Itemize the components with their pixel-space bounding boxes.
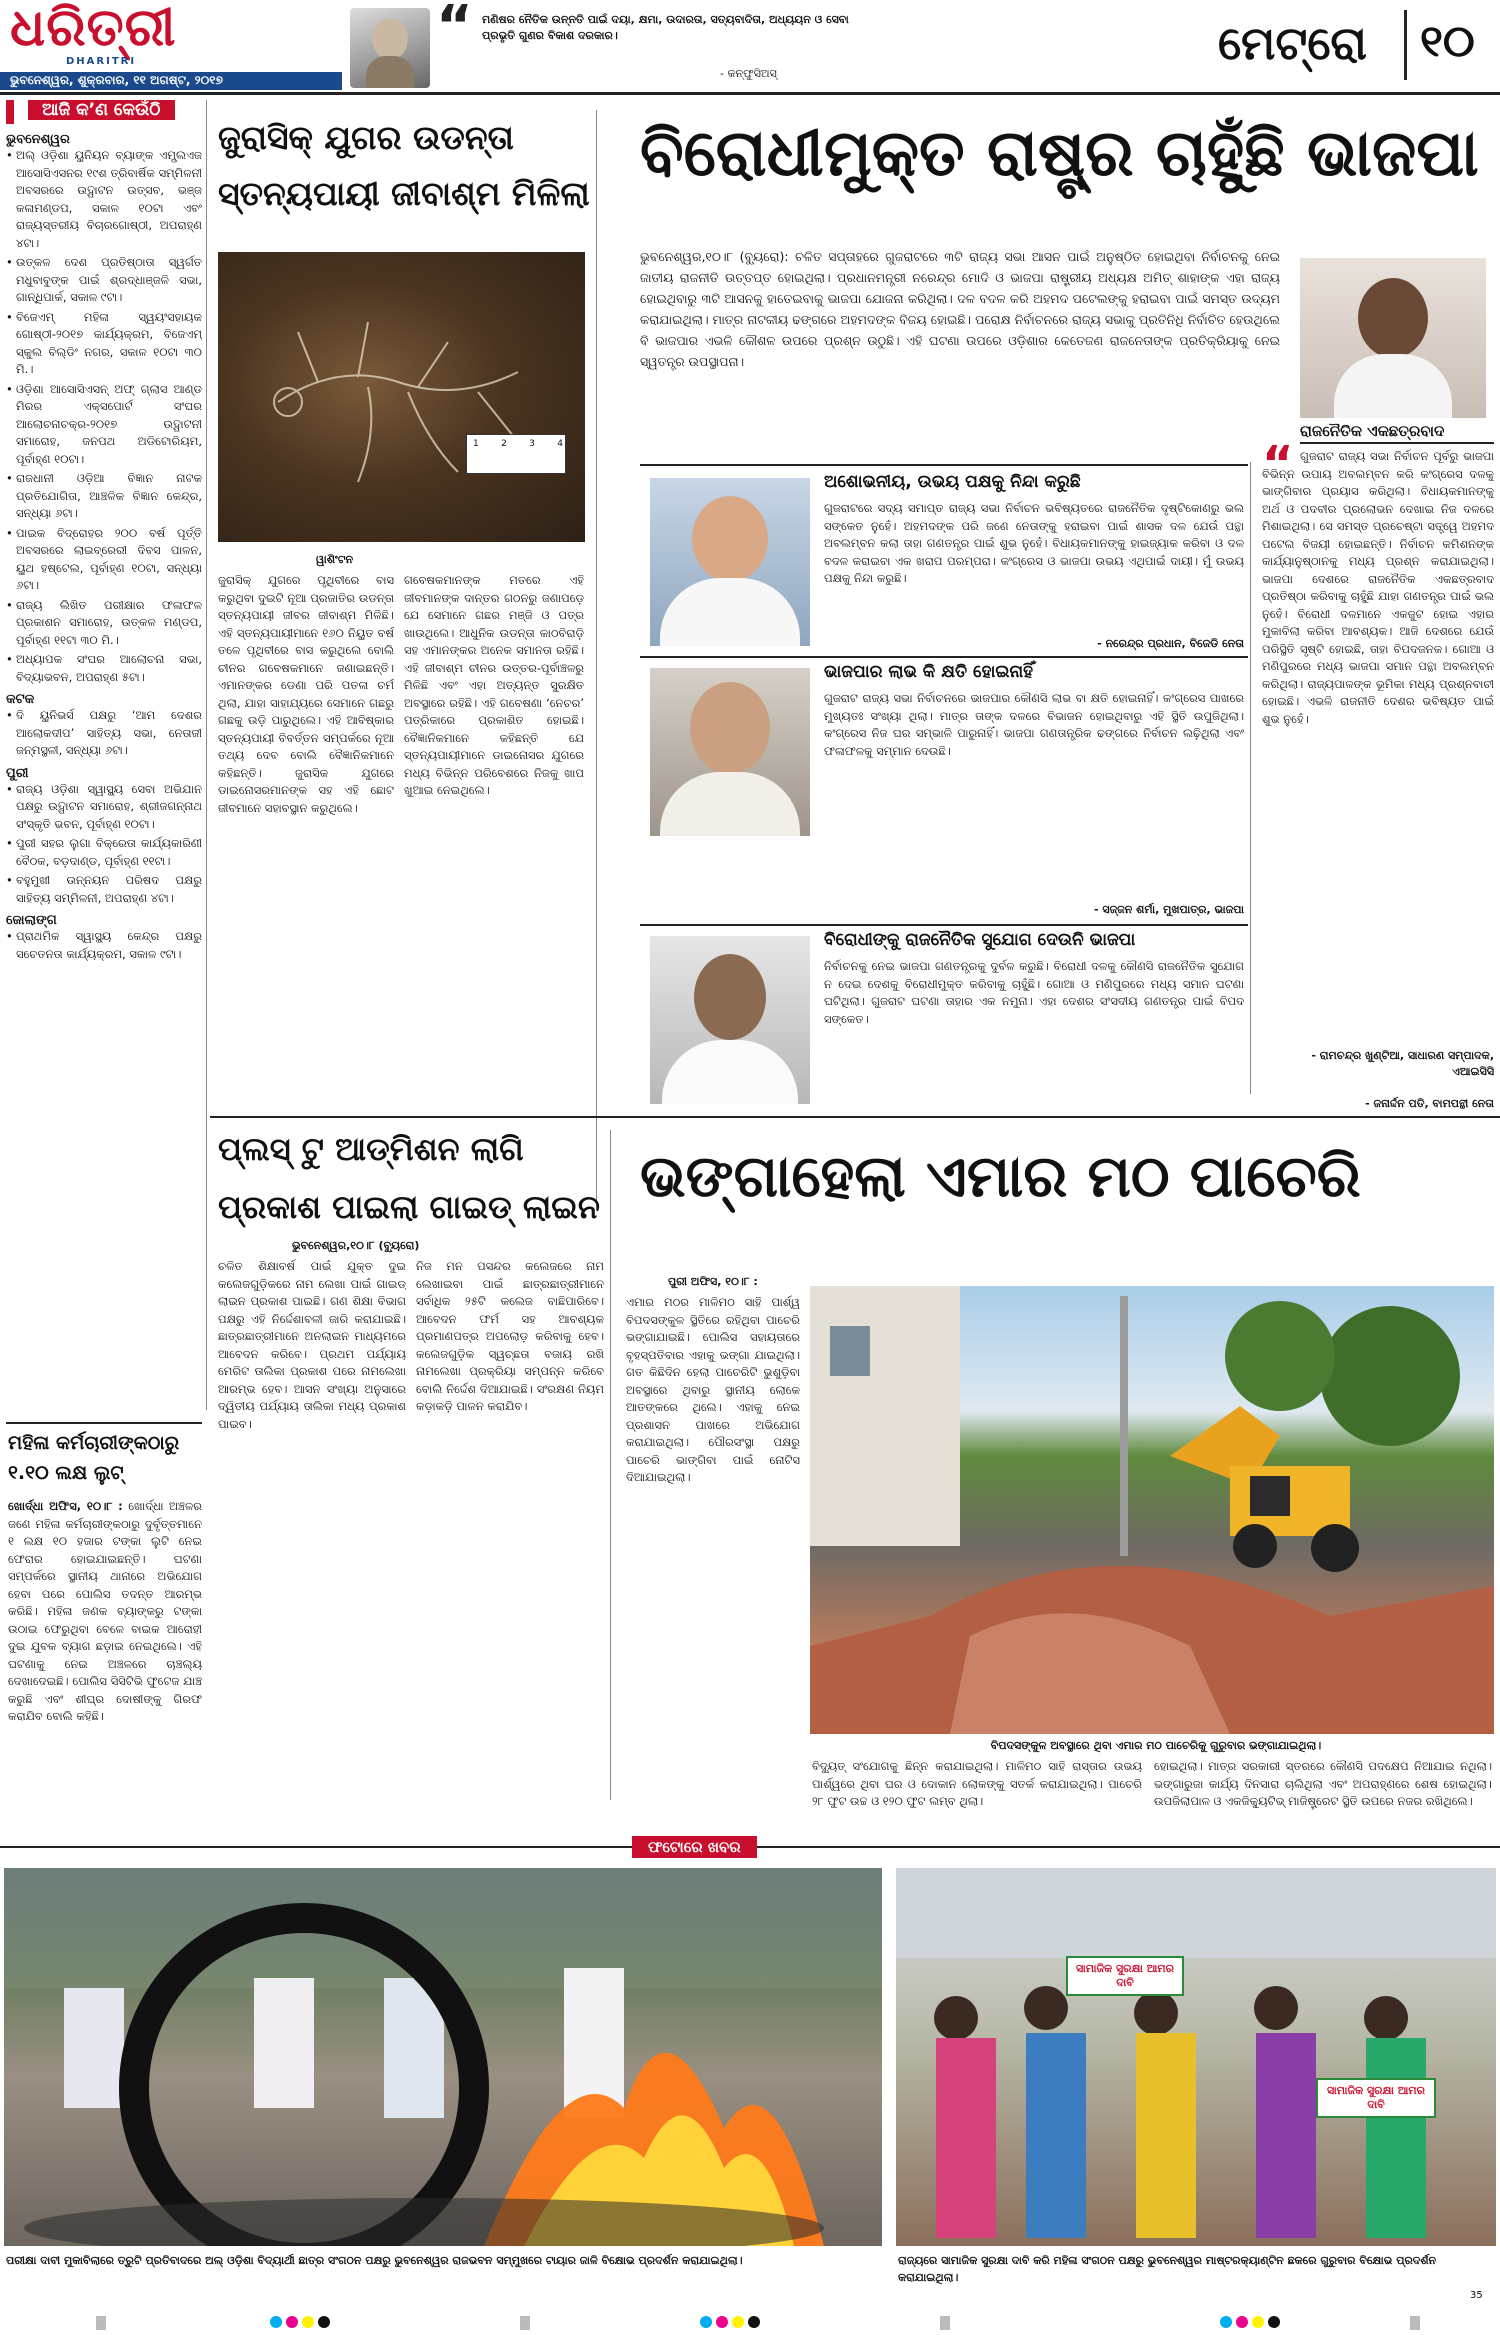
women-protest-scene: [896, 1868, 1496, 2246]
jurassic-body-1: ଜୁରାସିକ୍ ଯୁଗରେ ପୃଥିବୀରେ ବାସ କରୁଥିବା ଦୁଇଟି ନୂଆ ପ୍ରଜାତିର ଉଡନ୍ତା ସ୍ତନ୍ୟପାୟୀ ଜୀବର ଜୀବାଶ୍ମ ମିଳିଛି। ଏହି ସ୍ତନ୍ୟପାୟୀମାନେ ୧୬୦ ନିୟୁତ ବର୍ଷ ତଳେ ପୃଥିବୀରେ ବାସ କରୁଥିଲେ ବୋଲି ଚୀନର ଗବେଷକମାନେ ଜଣାଇଛନ୍ତି। ଏମାନଙ୍କର ଡେଣା ପରି ପତଳା ଚର୍ମ ଥିଲା, ଯାହା ସାହାଯ୍ୟରେ ସେମାନେ ଗଛରୁ ଗଛକୁ ଉଡ଼ି ପାରୁଥିଲେ। ଏହି ଆବିଷ୍କାର ସ୍ତନ୍ୟପାୟୀ ବିବର୍ତ୍ତନ ସମ୍ପର୍କରେ ନୂଆ ତଥ୍ୟ ଦେବ ବୋଲି ବୈଜ୍ଞାନିକମାନେ କହିଛନ୍ତି। ଜୁରାସିକ ଯୁଗରେ ଡାଇନୋସରମାନଙ୍କ ସହ ଏହି ଛୋଟ ଜୀବମାନେ ସହାବସ୍ଥାନ କରୁଥିଲେ।: [218, 573, 394, 815]
tyre-protest-photo: [4, 1868, 882, 2246]
placard: ସାମାଜିକ ସୁରକ୍ଷା ଆମର ଦାବି: [1066, 1956, 1184, 1996]
bullet-icon: •: [6, 708, 13, 722]
quote-author: - କନ୍‌ଫୁସିଅସ୍‌: [720, 67, 777, 80]
today-list-item-text: ପାଇକ ବିଦ୍ରୋହର ୨୦୦ ବର୍ଷ ପୂର୍ତ୍ତି ଅବସରରେ ଲାଇବ୍ରେରୀ ଦିବସ ପାଳନ, ୟୁଥ ହଷ୍ଟେଲ, ପୂର୍ବାହ୍ଣ ୧୦ଟା, ସନ୍ଧ୍ୟା ୬ଟା।: [16, 525, 202, 592]
plus2-dateline: ଭୁବନେଶ୍ୱର,୧୦।୮ (ବ୍ୟୁରୋ): [292, 1239, 420, 1252]
today-city-label: ପୁରୀ: [6, 765, 29, 781]
today-list-item-text: ରାଜଧାନୀ ଓଡ଼ିଆ ବିଜ୍ଞାନ ନାଟକ ପ୍ରତିଯୋଗିତା, ଆଞ୍ଚଳିକ ବିଜ୍ଞାନ କେନ୍ଦ୍ର, ସନ୍ଧ୍ୟା ୬ଟା।: [16, 471, 202, 520]
analysis-body: ଗୁଜରାଟ ରାଜ୍ୟ ସଭା ନିର୍ବାଚନ ପୂର୍ବରୁ ଭାଜପା ବିଭିନ୍ନ ଉପାୟ ଅବଲମ୍ବନ କରି କଂଗ୍ରେସ ଦଳକୁ ଭାଙ୍ଗିବାର ପ୍ରୟାସ କରିଥିଲା। ବିଧାୟକମାନଙ୍କୁ ଅର୍ଥ ଓ ପଦବୀର ପ୍ରଲୋଭନ ଦେଖାଇ ନିଜ ଦଳରେ ମିଶାଇଥିଲା। ସେ ସମସ୍ତ ପ୍ରଚେଷ୍ଟା ସତ୍ତ୍ୱେ ଅହମଦ ପଟେଲ ବିଜୟୀ ହୋଇଛନ୍ତି। ନିର୍ବାଚନ କମିଶନଙ୍କ କାର୍ଯ୍ୟାନୁଷ୍ଠାନକୁ ମଧ୍ୟ ପ୍ରଶ୍ନ କରାଯାଇଥିଲା। ଭାଜପା ଦେଶରେ ରାଜନୈତିକ ଏକଛତ୍ରବାଦ ପ୍ରତିଷ୍ଠା କରିବାକୁ ଚାହୁଁଛି ଯାହା ଗଣତନ୍ତ୍ର ପାଇଁ ଭଲ ନୁହେଁ। ବିରୋଧୀ ଦଳମାନେ ଏକଜୁଟ ହୋଇ ଏହାର ମୁକାବିଲା କରିବା ଆବଶ୍ୟକ। ଆଜି ଦେଶରେ ଯେଉଁ ପରିସ୍ଥିତି ସୃଷ୍ଟି ହୋଇଛି, ତାହା ବିପଦଜନକ। ଗୋଆ ଓ ମଣିପୁରରେ ମଧ୍ୟ ଭାଜପା ସମାନ ପନ୍ଥା ଅବଲମ୍ବନ କରିଥିଲା। ରାଜ୍ୟପାଳଙ୍କ ଭୂମିକା ମଧ୍ୟ ପ୍ରଶ୍ନବାଚୀ ହୋଇଛି। ଏଭଳି ରାଜନୀତି ଦେଶର ଭବିଷ୍ୟତ ପାଇଁ ଶୁଭ ନୁହେଁ।: [1262, 449, 1494, 726]
today-list-item-text: ଅଧ୍ୟାପକ ସଂଘର ଆଲୋଚନା ସଭା, ବିଦ୍ୟାଭବନ, ଅପରାହ୍ଣ ୫ଟା।: [16, 652, 202, 684]
placard: ସାମାଜିକ ସୁରକ୍ଷା ଆମର ଦାବି: [1316, 2078, 1436, 2118]
masthead: [0, 0, 1500, 92]
women-dateline: ଖୋର୍ଦ୍ଧା ଅଫିସ, ୧୦।୮ :: [8, 1499, 123, 1513]
today-list-item: [6, 381, 202, 469]
scale-tick-label: 4: [557, 439, 563, 449]
section-2-author: - ସଜ୍ଜନ ଶର୍ମା, ମୁଖପାତ୍ର, ଭାଜପା: [1094, 903, 1244, 916]
today-list-item: [6, 872, 202, 907]
emar-photo: [810, 1286, 1494, 1734]
today-list-item: [6, 470, 202, 523]
today-list-item-text: ରାଜ୍ୟ ଓଡ଼ିଶା ସ୍ୱାସ୍ଥ୍ୟ ସେବା ଅଭିଯାନ ପକ୍ଷରୁ ଉଦ୍ଘାଟନ ସମାରୋହ, ଶ୍ରୀଜଗନ୍ନାଥ ସଂସ୍କୃତି ଭବନ, ପୂର୍ବାହ୍ଣ ୧୦ଟା।: [16, 781, 202, 831]
today-column: [6, 100, 202, 1420]
jurassic-body-2: ଗବେଷକମାନଙ୍କ ମତରେ ଏହି ଜୀବମାନଙ୍କ ଦାନ୍ତର ଗଠନରୁ ଜଣାପଡ଼େ ଯେ ସେମାନେ ଗଛର ମଞ୍ଜି ଓ ପତ୍ର ଖାଉଥିଲେ। ଆଧୁନିକ ଉଡନ୍ତା କାଠବିରାଡ଼ି ସହ ଏମାନଙ୍କର ଅନେକ ସମାନତା ରହିଛି। ଏହି ଜୀବାଶ୍ମ ଚୀନର ଉତ୍ତର-ପୂର୍ବାଞ୍ଚଳରୁ ମିଳିଛି ଏବଂ ଏହା ଅତ୍ୟନ୍ତ ସୁରକ୍ଷିତ ଅବସ୍ଥାରେ ରହିଛି। ଏହି ଗବେଷଣା ‘ନେଚର’ ପତ୍ରିକାରେ ପ୍ରକାଶିତ ହୋଇଛି। ବୈଜ୍ଞାନିକମାନେ କହିଛନ୍ତି ଯେ ସ୍ତନ୍ୟପାୟୀମାନେ ଡାଇନୋସର ଯୁଗରେ ମଧ୍ୟ ବିଭିନ୍ନ ପରିବେଶରେ ନିଜକୁ ଖାପ ଖୁଆଇ ନେଇଥିଲେ।: [404, 573, 584, 797]
masthead-quote: ମଣିଷର ନୈତିକ ଉନ୍ନତି ପାଇଁ ଦୟା, କ୍ଷମା, ଉଦାରତା, ସତ୍ୟବାଦିତା, ଅଧ୍ୟୟନ ଓ ସେବା ପ୍ରଭୃତି ଗୁଣର ବିକାଶ ଦରକାର।: [482, 13, 849, 42]
section-3-body: ନିର୍ବାଚନକୁ ନେଇ ଭାଜପା ଗଣତନ୍ତ୍ରକୁ ଦୁର୍ବଳ କରୁଛି। ବିରୋଧୀ ଦଳକୁ କୌଣସି ରାଜନୈତିକ ସୁଯୋଗ ନ ଦେଇ ଦେଶକୁ ବିରୋଧୀମୁକ୍ତ କରିବାକୁ ଚାହୁଁଛି। ଗୋଆ ଓ ମଣିପୁରରେ ମଧ୍ୟ ସମାନ ଘଟଣା ଘଟିଥିଲା। ଗୁଜରାଟ ଘଟଣା ତାହାର ଏକ ନମୁନା। ଏହା ଦେଶର ସଂସଦୀୟ ଗଣତନ୍ତ୍ର ପାଇଁ ବିପଦ ସଙ୍କେତ।: [824, 959, 1244, 1026]
quote-portrait: [350, 8, 430, 88]
today-list-item: [6, 309, 202, 379]
bullet-icon: •: [6, 255, 13, 269]
section-1-body: ଗୁଜରାଟରେ ସଦ୍ୟ ସମାପ୍ତ ରାଜ୍ୟ ସଭା ନିର୍ବାଚନ ଭବିଷ୍ୟତରେ ରାଜନୈତିକ ଦୃଷ୍ଟିକୋଣରୁ ଭଲ ସଙ୍କେତ ନୁହେଁ। ଅହମଦଙ୍କ ପରି ଜଣେ ନେତାଙ୍କୁ ହରାଇବା ପାଇଁ ଶାସକ ଦଳ ଯେଉଁ ପନ୍ଥା ଅବଲମ୍ବନ କଲା ତାହା ଗଣତନ୍ତ୍ର ପାଇଁ ଶୁଭ ନୁହେଁ। ବିଧାୟକମାନଙ୍କୁ ହାଇଜ୍ୟାକ କରିବା ଓ ଦଳ ବଦଳ କରାଇବା ଏକ ଖରାପ ପରମ୍ପରା। କଂଗ୍ରେସ ଓ ଭାଜପା ଉଭୟ ଏଥିପାଇଁ ଦାୟୀ। ମୁଁ ଉଭୟ ପକ୍ଷକୁ ନିନ୍ଦା କରୁଛି।: [824, 501, 1244, 585]
bullet-icon: •: [6, 929, 13, 943]
today-list-item-text: ପ୍ରାଥମିକ ସ୍ୱାସ୍ଥ୍ୟ କେନ୍ଦ୍ର ପକ୍ଷରୁ ସଚେତନତା କାର୍ଯ୍ୟକ୍ରମ, ସକାଳ ୯ଟା।: [16, 929, 202, 961]
bullet-icon: •: [6, 309, 13, 324]
lead-headline: ବିରୋଧୀମୁକ୍ତ ରାଷ୍ଟ୍ର ଚାହୁଁଛି ଭାଜପା: [640, 117, 1479, 191]
masthead-rule: [0, 92, 1500, 95]
logo-subtext: DHARITRI: [66, 56, 137, 67]
photo-news-caption-right: ରାଜ୍ୟରେ ସାମାଜିକ ସୁରକ୍ଷା ଦାବି କରି ମହିଳା ସଂଗଠନ ପକ୍ଷରୁ ଭୁବନେଶ୍ୱର ମାଷ୍ଟରକ୍ୟାଣ୍ଟିନ ଛକରେ ଗୁରୁବାର ବିକ୍ଷୋଭ ପ୍ରଦର୍ଶନ କରାଯାଇଥିଲା।: [898, 2254, 1437, 2284]
photo-news-caption-left: ପରୀକ୍ଷା ଦାବୀ ମୁକାବିଲାରେ ତ୍ରୁଟି ପ୍ରତିବାଦରେ ଅଲ୍ ଓଡ଼ିଶା ବିଦ୍ୟାର୍ଥୀ ଛାତ୍ର ସଂଗଠନ ପକ୍ଷରୁ ଭୁବନେଶ୍ୱର ରାଜଭବନ ସମ୍ମୁଖରେ ଟାୟାର ଜାଳି ବିକ୍ଷୋଭ ପ୍ରଦର୍ଶନ କରାଯାଇଥିଲା।: [6, 2254, 743, 2267]
page-number: ୧୦: [1420, 16, 1475, 67]
fossil-skeleton-illustration: [218, 252, 585, 542]
quote-mark-icon: “: [436, 0, 473, 59]
today-list-4: [6, 928, 202, 963]
today-list-item: [6, 928, 202, 963]
jurassic-credit: ୱାଶିଂଟନ: [316, 553, 354, 566]
plus2-body-1: ଚଳିତ ଶିକ୍ଷାବର୍ଷ ପାଇଁ ଯୁକ୍ତ ଦୁଇ କଲେଜଗୁଡ଼ିକରେ ନାମ ଲେଖା ପାଇଁ ଗାଇଡ୍ ଲାଇନ ପ୍ରକାଶ ପାଇଛି। ଗଣ ଶିକ୍ଷା ବିଭାଗ ପକ୍ଷରୁ ଏହି ନିର୍ଦ୍ଦେଶାବଳୀ ଜାରି କରାଯାଇଛି। ଛାତ୍ରଛାତ୍ରୀମାନେ ଅନଲାଇନ ମାଧ୍ୟମରେ ଆବେଦନ କରିବେ। ପ୍ରଥମ ପର୍ଯ୍ୟାୟ ମେରିଟ ତାଲିକା ପ୍ରକାଶ ପରେ ନାମଲେଖା ଆରମ୍ଭ ହେବ। ଆସନ ସଂଖ୍ୟା ଅନୁସାରେ ଦ୍ୱିତୀୟ ପର୍ଯ୍ୟାୟ ତାଲିକା ମଧ୍ୟ ପ୍ରକାଶ ପାଇବ।: [218, 1259, 406, 1431]
bullet-icon: •: [6, 873, 13, 887]
scale-tick-label: 3: [529, 439, 535, 449]
emar-bottom-1: ବିଦ୍ୟୁତ୍ ସଂଯୋଗକୁ ଛିନ୍ନ କରାଯାଇଥିଲା। ମାଳିମଠ ସାହି ରାସ୍ତାର ଉଭୟ ପାର୍ଶ୍ୱରେ ଥିବା ଘର ଓ ଦୋକାନ ଲୋକଙ୍କୁ ସତର୍କ କରାଯାଇଥିଲା। ପାଚେରି ୨୮ ଫୁଟ ଉଚ୍ଚ ଓ ୧୨୦ ଫୁଟ ଲମ୍ବ ଥିଲା।: [812, 1759, 1142, 1808]
photo-news-label: ଫଟୋରେ ଖବର: [632, 1836, 757, 1858]
section-2-body: ଗୁଜରାଟ ରାଜ୍ୟ ସଭା ନିର୍ବାଚନରେ ଭାଜପାର କୌଣସି ଲାଭ ବା କ୍ଷତି ହୋଇନାହିଁ। କଂଗ୍ରେସ ପାଖରେ ମୁଖ୍ୟତଃ ସଂଖ୍ୟା ଥିଲା। ମାତ୍ର ତାଙ୍କ ଦଳରେ ବିଭାଜନ ହୋଇଥିବାରୁ ଏହି ସ୍ଥିତି ଉପୁଜିଥିଲା। କଂଗ୍ରେସ ନିଜ ଘର ସମ୍ଭାଳି ପାରୁନାହିଁ। ଭାଜପା ଗଣତାନ୍ତ୍ରିକ ଢଙ୍ଗରେ ନିର୍ବାଚନ ଲଢ଼ିଥିଲା ଏବଂ ଫଳାଫଳକୁ ସମ୍ମାନ ଦେଉଛି।: [824, 691, 1244, 758]
bullet-icon: •: [6, 597, 13, 612]
today-list-item: [6, 781, 202, 834]
section-title: ମେଟ୍ରୋ: [1218, 16, 1367, 70]
scale-tick-label: 1: [473, 439, 479, 449]
today-list-item: [6, 651, 202, 686]
today-list-item: [6, 254, 202, 307]
today-list-1: [6, 147, 202, 686]
lead-intro: ଭୁବନେଶ୍ୱର,୧୦।୮ (ବ୍ୟୁରୋ): ଚଳିତ ସପ୍ତାହରେ ଗୁଜରାଟରେ ୩ଟି ରାଜ୍ୟ ସଭା ଆସନ ପାଇଁ ଅନୁଷ୍ଠିତ ହୋଇଥିବା ନିର୍ବାଚନକୁ ନେଇ ଜାତୀୟ ରାଜନୀତି ଉତ୍ତପ୍ତ ହୋଇଥିଲା। ପ୍ରଧାନମନ୍ତ୍ରୀ ନରେନ୍ଦ୍ର ମୋଦି ଓ ଭାଜପା ରାଷ୍ଟ୍ରୀୟ ଅଧ୍ୟକ୍ଷ ଅମିତ୍ ଶାହାଙ୍କ ଏହା ରାଜ୍ୟ ହୋଇଥିବାରୁ ୩ଟି ଆସନକୁ ହାତେଇବାକୁ ଭାଜପା ଯୋଜନା କରିଥିଲା। ଦଳ ବଦଳ କରି ଅହମଦ ପଟେଲଙ୍କୁ ହରାଇବା ପାଇଁ ସମସ୍ତ ଉଦ୍ୟମ କରାଯାଇଥିଲା। ମାତ୍ର ନାଟକୀୟ ଢଙ୍ଗରେ ଅହମଦଙ୍କ ବିଜୟ ହୋଇଛି। ପରୋକ୍ଷ ନିର୍ବାଚନରେ ରାଜ୍ୟ ସଭାକୁ ପ୍ରତିନିଧି ନିର୍ବାଚିତ ହେଉଥିଲେ ବି ଭାଜପାର ଏଭଳି କୌଶଳ ଉପରେ ପ୍ରଶ୍ନ ଉଠୁଛି। ଏହି ଘଟଣା ଉପରେ ଓଡ଼ିଶାର କେତେଜଣ ରାଜନେତାଙ୍କ ପ୍ରତିକ୍ରିୟାକୁ ନେଇ ସ୍ୱତନ୍ତ୍ର ଉପସ୍ଥାପନା।: [640, 249, 1280, 369]
section-3-photo: [650, 936, 810, 1104]
today-list-item-text: ପୁରୀ ସହର ଲୁଗା ବିକ୍ରେତା କାର୍ଯ୍ୟକାରିଣୀ ବୈଠକ, ବଡ଼ଦାଣ୍ଡ, ପୂର୍ବାହ୍ଣ ୧୧ଟା।: [16, 836, 202, 868]
logo: [4, 2, 236, 68]
emar-caption: ବିପଦସଙ୍କୁଳ ଅବସ୍ଥାରେ ଥିବା ଏମାର ମଠ ପାଚେରିକୁ ଗୁରୁବାର ଭଙ୍ଗାଯାଇଥିଲା।: [990, 1739, 1322, 1752]
bullet-icon: •: [6, 525, 13, 540]
bullet-icon: •: [6, 652, 13, 666]
section-3-title: ବିରୋଧୀଙ୍କୁ ରାଜନୈତିକ ସୁଯୋଗ ଦେଉନି ଭାଜପା: [824, 930, 1136, 950]
today-list-item: [6, 835, 202, 870]
section-1-photo: [650, 478, 810, 646]
bullet-icon: •: [6, 781, 13, 796]
analysis-label: ରାଜନୈତିକ ଏକଛତ୍ରବାଦ: [1300, 422, 1494, 444]
emar-dateline: ପୁରୀ ଅଫିସ, ୧୦।୮ :: [668, 1275, 758, 1288]
today-list-item: [6, 147, 202, 252]
emar-bottom-2: ହୋଇଥିଲା। ମାତ୍ର ସରକାରୀ ସ୍ତରରେ କୌଣସି ପଦକ୍ଷେପ ନିଆଯାଇ ନଥିଲା। ଭଙ୍ଗାରୁଜା କାର୍ଯ୍ୟ ଦିନସାରା ଚାଲିଥିଲା ଏବଂ ଅପରାହ୍ଣରେ ଶେଷ ହୋଇଥିଲା। ଉପଜିଲାପାଳ ଓ ଏକଜିକ୍ୟୁଟିଭ୍ ମାଜିଷ୍ଟ୍ରେଟ ସ୍ଥିତି ଉପରେ ନଜର ରଖିଥିଲେ।: [1154, 1759, 1492, 1808]
today-list-item-text: ଉତ୍କଳ ଦେଶ ପ୍ରତିଷ୍ଠାତା ସ୍ୱର୍ଗତ ମଧୁବାବୁଙ୍କ ପାଇଁ ଶ୍ରଦ୍ଧାଞ୍ଜଳି ସଭା, ଗାନ୍ଧିପାର୍କ, ସକାଳ ୯ଟା।: [16, 255, 202, 304]
bullet-icon: •: [6, 148, 13, 162]
today-city-label: କଟକ: [6, 692, 35, 707]
section-1-author: - ନରେନ୍ଦ୍ର ପ୍ରଧାନ, ବିଜେଡି ନେତା: [1097, 637, 1244, 650]
today-header-text: ଆଜି କ’ଣ କେଉଁଠି: [28, 100, 175, 120]
today-list-item-text: ରାଜ୍ୟ ଲିଖିତ ପରୀକ୍ଷାର ଫଳାଫଳ ପ୍ରକାଶନ ସମାରୋହ, ଉତ୍କଳ ମଣ୍ଡପ, ପୂର୍ବାହ୍ଣ ୧୧ଟା ୩୦ ମି.।: [16, 597, 202, 647]
women-headline: ମହିଳା କର୍ମଚାରୀଙ୍କଠାରୁ ୧.୧୦ ଲକ୍ଷ ଲୁଟ୍: [8, 1432, 180, 1484]
bullet-icon: •: [6, 471, 13, 485]
bullet-icon: •: [6, 836, 13, 850]
today-list-item-text: ଅଲ୍ ଓଡ଼ିଶା ୟୁନିୟନ ବ୍ୟାଙ୍କ ଏମ୍ପ୍ଲଏଜ ଆସୋସିଏସନର ୧୯ଶ ତ୍ରିବାର୍ଷିକ ସମ୍ମିଳନୀ ଅବସରରେ ଉଦ୍ଘାଟନ ଉତ୍ସବ, ଭଞ୍ଜ କଳାମଣ୍ଡପ, ସକାଳ ୧୦ଟା ଏବଂ ରାଜ୍ୟସ୍ତରୀୟ ବିଚାରଗୋଷ୍ଠୀ, ଅପରାହ୍ଣ ୪ଟା।: [16, 148, 202, 250]
jurassic-headline: ଜୁରାସିକ୍ ଯୁଗର ଉଡନ୍ତା ସ୍ତନ୍ୟପାୟୀ ଜୀବାଶ୍ମ ମିଳିଲା: [218, 118, 590, 213]
today-list-item-text: ବିଜେଏମ୍ ମହିଳା ସ୍ୱୟଂସହାୟକ ଗୋଷ୍ଠୀ-୨୦୧୭ କାର୍ଯ୍ୟକ୍ରମ, ବିଜେଏମ୍ ସ୍କୁଲ ବିଲ୍ଡିଂ ନଗର, ସକାଳ ୧୦ଟା ୩୦ ମି.।: [16, 309, 202, 376]
today-list-item-text: ଦି ୟୁନିଭର୍ସ ପକ୍ଷରୁ ‘ଆମ ଦେଶର ଆଲୋକଦୀପ’ ସାହିତ୍ୟ ସଭା, ନେତାଜୀ ଜନ୍ମସ୍ଥଳୀ, ସନ୍ଧ୍ୟା ୬ଟା।: [16, 708, 202, 757]
fossil-photo: [218, 252, 585, 542]
demolition-scene: [810, 1286, 1494, 1734]
bullet-icon: •: [6, 381, 13, 396]
today-header: [6, 100, 202, 124]
women-protest-photo: [896, 1868, 1496, 2246]
section-1-title: ଅଶୋଭନୀୟ, ଉଭୟ ପକ୍ଷକୁ ନିନ୍ଦା କରୁଛି: [824, 472, 1081, 492]
tyre-fire-scene: [4, 1868, 882, 2246]
emar-headline: ଭଙ୍ଗାହେଲା ଏମାର ମଠ ପାଚେରି: [640, 1142, 1361, 1210]
today-city-label: ଭୁବନେଶ୍ୱର: [6, 132, 70, 147]
registration-marks: [0, 2312, 1500, 2332]
section-2-title: ଭାଜପାର ଲାଭ କି କ୍ଷତି ହୋଇନାହିଁ: [824, 662, 1034, 682]
today-list-item-text: ଓଡ଼ିଶା ଆସୋସିଏସନ୍ ଅଫ୍ ଗ୍ଲାସ ଆଣ୍ଡ ମିରର ଏକ୍ସପୋର୍ଟ ସଂଘର ଆଲୋଚନାଚକ୍ର-୨୦୧୭ ଉଦ୍ଘାଟନୀ ସମାରୋହ, ଜନପଥ ଅଡିଟୋରିୟମ, ପୂର୍ବାହ୍ଣ ୧୦ଟା।: [16, 381, 202, 466]
today-list-2: [6, 707, 202, 760]
section-2-photo: [650, 668, 810, 836]
plus2-body-2: ନିଜ ମନ ପସନ୍ଦର କଲେଜରେ ନାମ ଲେଖାଇବା ପାଇଁ ଛାତ୍ରଛାତ୍ରୀମାନେ ସର୍ବାଧିକ ୨୫ଟି କଲେଜ ବାଛିପାରିବେ। ଆବେଦନ ଫର୍ମ ସହ ଆବଶ୍ୟକ ପ୍ରମାଣପତ୍ର ଅପଲୋଡ଼ କରିବାକୁ ହେବ। କଲେଜଗୁଡ଼ିକ ସ୍ୱଚ୍ଛତା ବଜାୟ ରଖି ନାମଲେଖା ପ୍ରକ୍ରିୟା ସମ୍ପନ୍ନ କରିବେ ବୋଲି ନିର୍ଦ୍ଦେଶ ଦିଆଯାଇଛି। ସଂରକ୍ଷଣ ନିୟମ କଡ଼ାକଡ଼ି ପାଳନ କରାଯିବ।: [416, 1259, 604, 1413]
today-list-item: [6, 597, 202, 650]
scale-tick-label: 2: [501, 439, 507, 449]
section-3-author: - ଜନାର୍ଦ୍ଦନ ପତି, ବାମପନ୍ଥୀ ନେତା: [1365, 1097, 1494, 1110]
today-list-3: [6, 781, 202, 908]
dateline: ଭୁବନେଶ୍ୱର, ଶୁକ୍ରବାର, ୧୧ ଅଗଷ୍ଟ, ୨୦୧୭: [10, 73, 223, 87]
today-list-item: [6, 707, 202, 760]
logo-text: ଧରିତ୍ରୀ: [10, 0, 177, 58]
today-list-item: [6, 525, 202, 595]
analysis-photo: [1300, 258, 1486, 418]
women-text: ଖୋର୍ଦ୍ଧା ଅଞ୍ଚଳର ଜଣେ ମହିଳା କର୍ମଚାରୀଙ୍କଠାରୁ ଦୁର୍ବୃତ୍ତମାନେ ୧ ଲକ୍ଷ ୧୦ ହଜାର ଟଙ୍କା ଲୁଟି ନେଇ ଫେରାର ହୋଇଯାଇଛନ୍ତି। ଘଟଣା ସମ୍ପର୍କରେ ସ୍ଥାନୀୟ ଥାନାରେ ଅଭିଯୋଗ ହେବା ପରେ ପୋଲିସ ତଦନ୍ତ ଆରମ୍ଭ କରିଛି। ମହିଳା ଜଣକ ବ୍ୟାଙ୍କରୁ ଟଙ୍କା ଉଠାଇ ଫେରୁଥିବା ବେଳେ ବାଇକ ଆରୋହୀ ଦୁଇ ଯୁବକ ବ୍ୟାଗ ଛଡ଼ାଇ ନେଇଥିଲେ। ଏହି ଘଟଣାକୁ ନେଇ ଅଞ୍ଚଳରେ ଚାଞ୍ଚଲ୍ୟ ଦେଖାଦେଇଛି। ପୋଲିସ ସିସିଟିଭି ଫୁଟେଜ ଯାଞ୍ଚ କରୁଛି ଏବଂ ଶୀଘ୍ର ଦୋଷୀଙ୍କୁ ଗିରଫ କରାଯିବ ବୋଲି କହିଛି।: [8, 1499, 202, 1723]
plus2-headline: ପ୍ଲସ୍ ଟୁ ଆଡ୍‌ମିଶନ ଲାଗି ପ୍ରକାଶ ପାଇଲା ଗାଇଡ୍ ଲାଇନ: [218, 1130, 600, 1226]
page-mark: 35: [1470, 2290, 1483, 2301]
women-body: [8, 1498, 202, 1728]
quote-mark-icon: “: [1262, 436, 1294, 492]
dateline-bar: [0, 72, 342, 90]
today-city-label: ଜୋଲାଙ୍ଗ: [6, 913, 57, 928]
today-list-item-text: ବହୁମୁଖୀ ଉନ୍ନୟନ ପରିଷଦ ପକ୍ଷରୁ ସାହିତ୍ୟ ସମ୍ମିଳନୀ, ଅପରାହ୍ଣ ୪ଟା।: [16, 873, 202, 905]
emar-body-1: ଏମାର ମଠର ମାଳିମଠ ସାହି ପାର୍ଶ୍ୱ ବିପଦସଙ୍କୁଳ ସ୍ଥିତିରେ ରହିଥିବା ପାଚେରି ଭଙ୍ଗାଯାଇଛି। ପୋଲିସ ସହାୟତାରେ ବୃହସ୍ପତିବାର ଏହାକୁ ଭଙ୍ଗା ଯାଇଥିଲା। ଗତ କିଛିଦିନ ହେଲା ପାଚେରିଟି ଭୁଶୁଡ଼ିବା ଅବସ୍ଥାରେ ଥିବାରୁ ସ୍ଥାନୀୟ ଲୋକେ ଆତଙ୍କରେ ଥିଲେ। ଏହାକୁ ନେଇ ପ୍ରଶାସନ ପାଖରେ ଅଭିଯୋଗ କରାଯାଇଥିଲା। ପୌରସଂସ୍ଥା ପକ୍ଷରୁ ପାଚେରି ଭାଙ୍ଗିବା ପାଇଁ ନୋଟିସ ଦିଆଯାଇଥିଲା।: [626, 1295, 800, 1484]
analysis-author: - ରାମଚନ୍ଦ୍ର ଖୁଣ୍ଟିଆ, ସାଧାରଣ ସମ୍ପାଦକ, ଏଆଇସିସି: [1311, 1049, 1494, 1078]
fossil-scale-bar: [466, 434, 566, 474]
